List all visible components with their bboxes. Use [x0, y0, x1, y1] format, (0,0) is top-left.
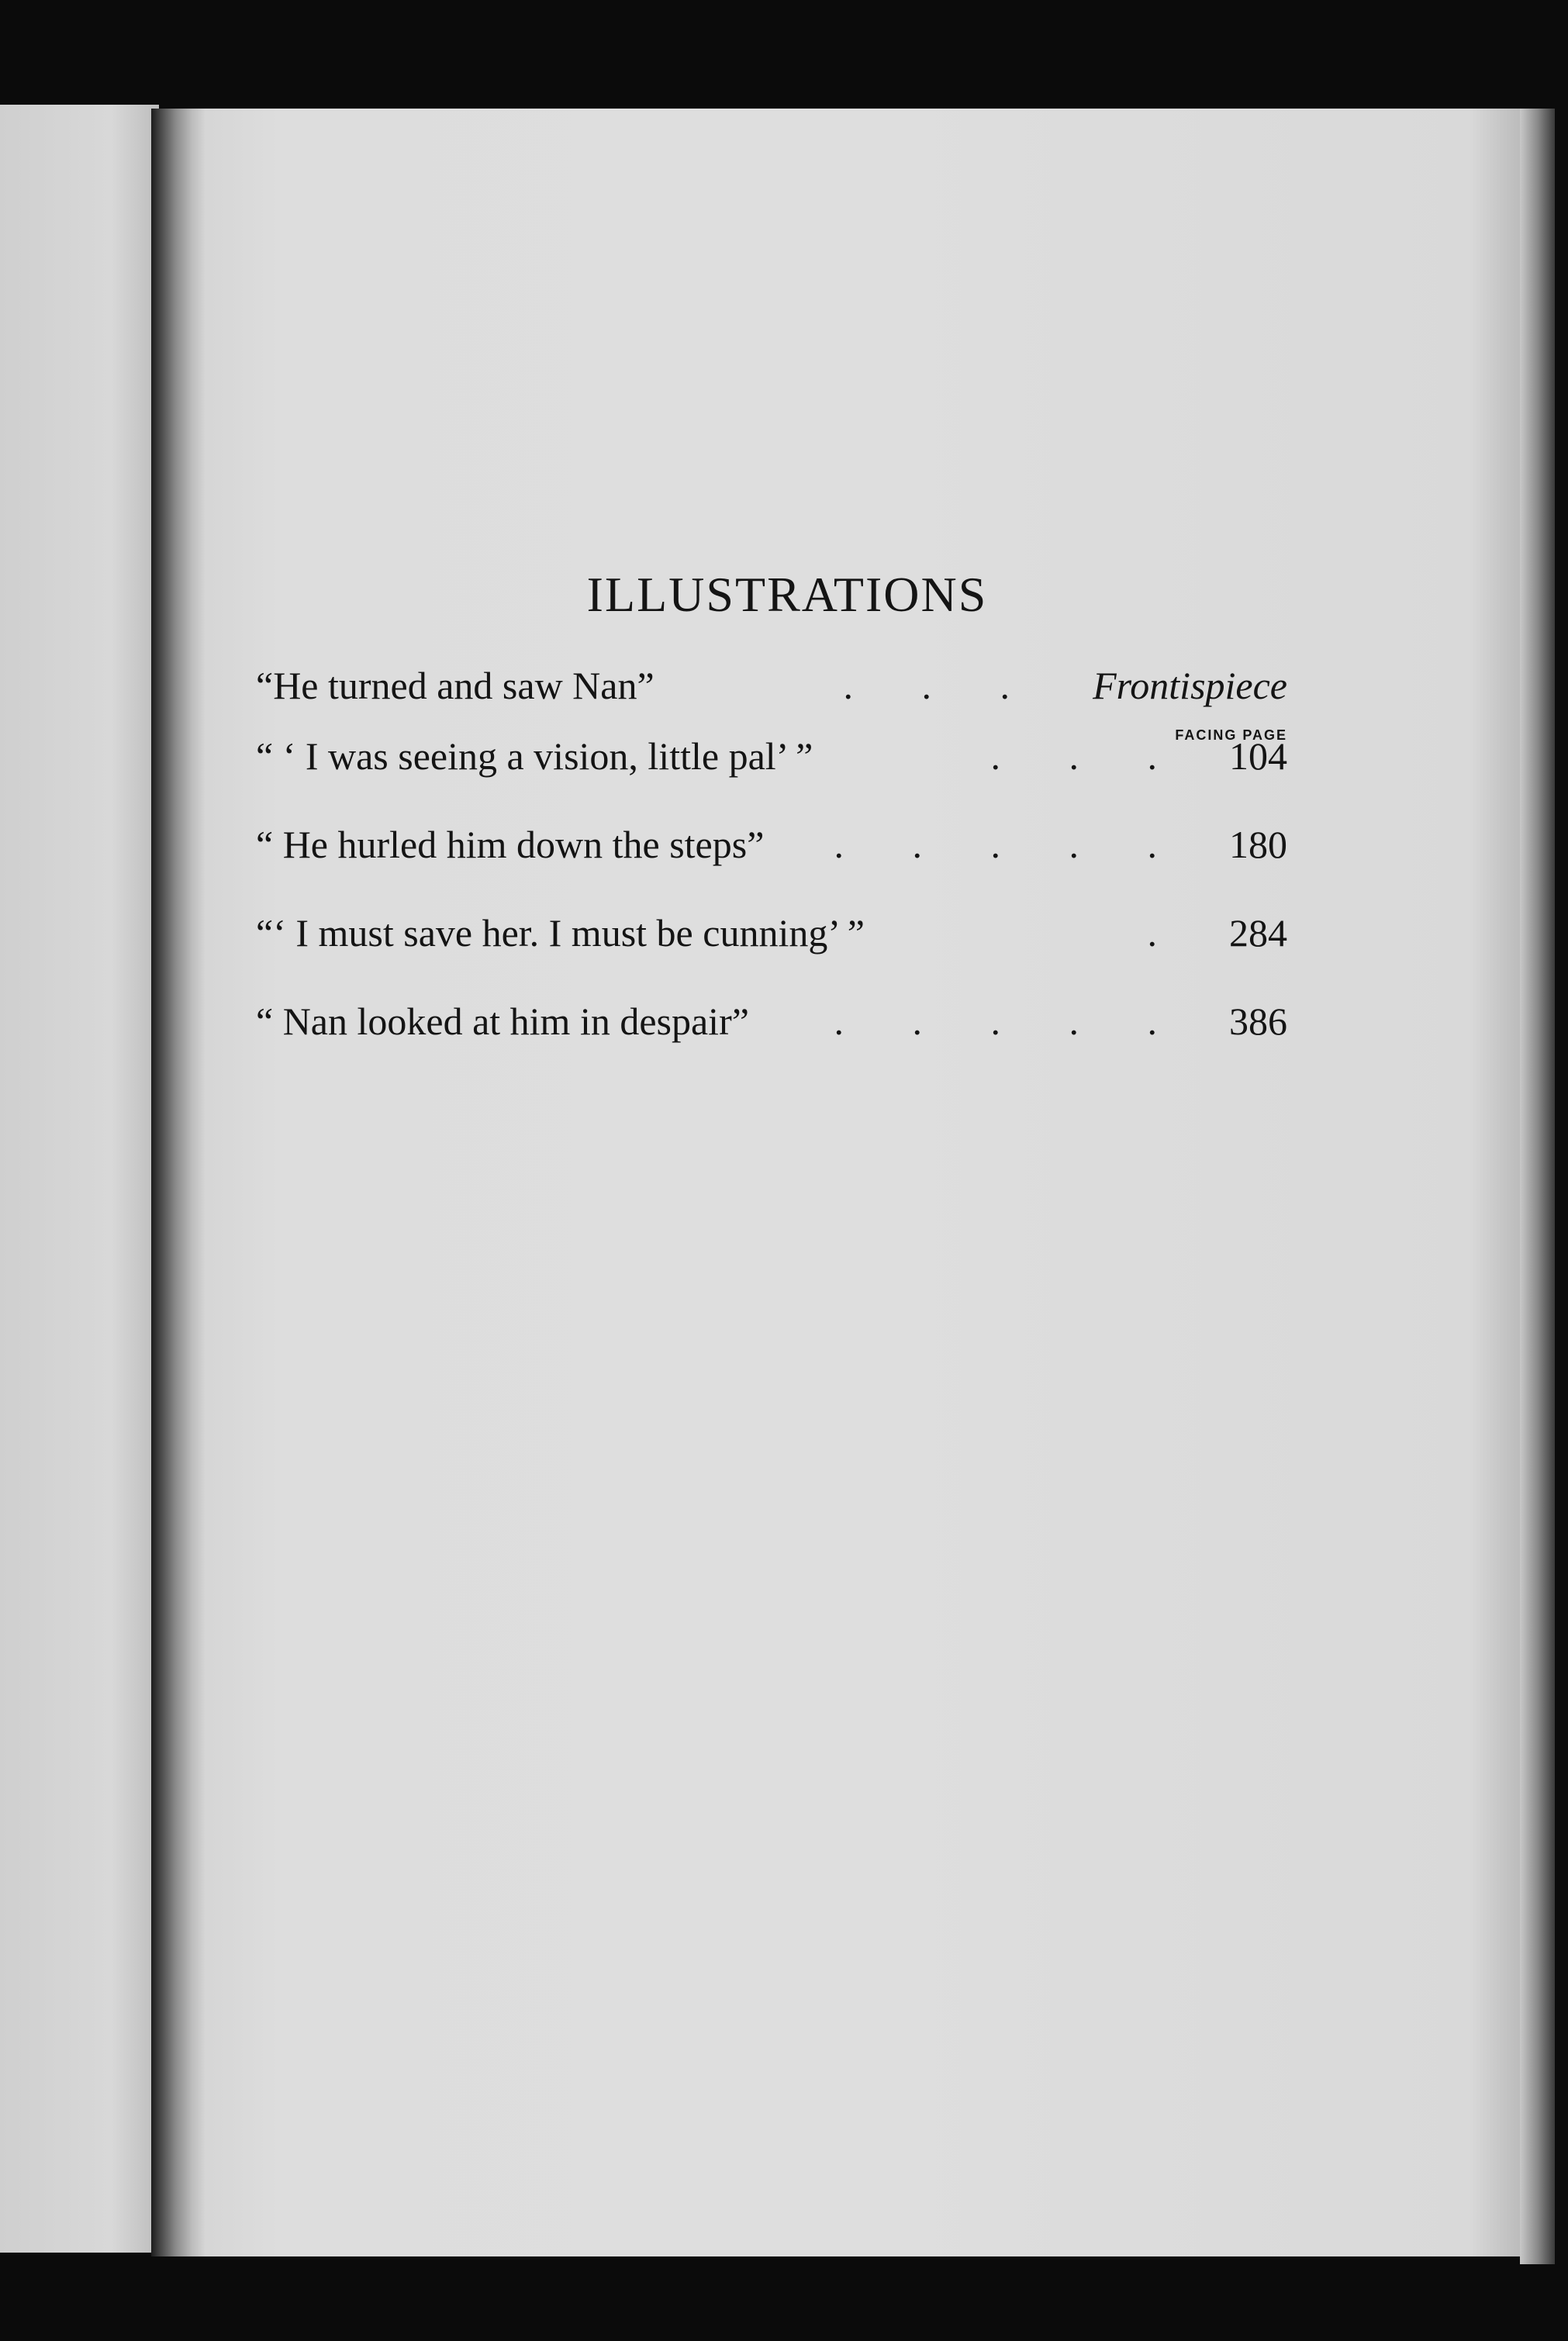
list-item [256, 820, 1287, 869]
dot-leader: . . . . . [834, 1000, 1186, 1043]
book-gutter [151, 109, 205, 2256]
illustration-caption: “ Nan looked at him in despair” [256, 1000, 749, 1043]
illustration-caption: “‘ I must save her. I must be cunning’ ” [256, 911, 865, 955]
dot-leader: . . . . . [834, 823, 1186, 866]
illustration-page: 104 [1229, 734, 1287, 778]
illustration-caption: “ ‘ I was seeing a vision, little pal’ ” [256, 734, 813, 778]
illustration-page: Frontispiece [1093, 664, 1287, 707]
illustration-page: 284 [1229, 911, 1287, 955]
page-title: ILLUSTRATIONS [586, 567, 988, 622]
right-page-edge [1520, 109, 1555, 2264]
facing-page-heading: FACING PAGE [1175, 727, 1287, 743]
dot-leader: . . . [990, 734, 1186, 778]
illustration-caption: “ He hurled him down the steps” [256, 823, 765, 866]
list-item [256, 731, 1287, 781]
illustration-caption: “He turned and saw Nan” [256, 664, 654, 707]
illustration-page: 386 [1229, 1000, 1287, 1043]
book-page [198, 109, 1551, 2256]
list-item [256, 908, 1287, 958]
list-item [256, 661, 1287, 710]
dot-leader: . [1147, 911, 1186, 955]
illustrations-list [256, 566, 1287, 1085]
illustration-page: 180 [1229, 823, 1287, 866]
list-item [256, 996, 1287, 1046]
left-page-edge [0, 105, 159, 2253]
dot-leader: . . . [843, 664, 1039, 707]
